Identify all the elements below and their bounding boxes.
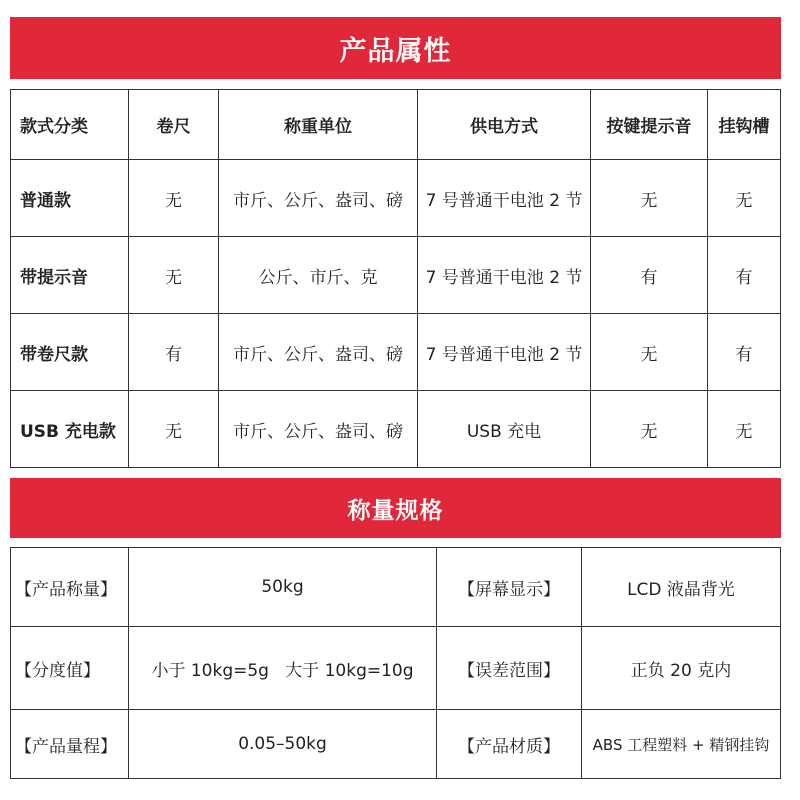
spec-label: 【分度值】 xyxy=(11,627,129,710)
spec-value: 小于 10kg=5g 大于 10kg=10g xyxy=(129,627,437,710)
cell-beep: 无 xyxy=(591,314,708,391)
header-style: 款式分类 xyxy=(11,90,129,160)
spec-label: 【误差范围】 xyxy=(437,627,582,710)
spec-label: 【产品量程】 xyxy=(11,710,129,779)
table-row xyxy=(11,548,781,627)
table-row xyxy=(11,391,781,468)
spec-value: LCD 液晶背光 xyxy=(582,548,781,627)
cell-power: 7 号普通干电池 2 节 xyxy=(418,237,591,314)
cell-hook: 有 xyxy=(708,237,781,314)
header-tape: 卷尺 xyxy=(129,90,219,160)
cell-units: 市斤、公斤、盎司、磅 xyxy=(219,160,418,237)
cell-power: 7 号普通干电池 2 节 xyxy=(418,314,591,391)
cell-hook: 无 xyxy=(708,160,781,237)
spec-label: 【产品称量】 xyxy=(11,548,129,627)
table-row xyxy=(11,710,781,779)
table-row xyxy=(11,237,781,314)
spec-label: 【产品材质】 xyxy=(437,710,582,779)
cell-tape: 有 xyxy=(129,314,219,391)
cell-power: USB 充电 xyxy=(418,391,591,468)
weighing-specs-title: 称量规格 xyxy=(347,497,444,524)
cell-tape: 无 xyxy=(129,391,219,468)
cell-beep: 无 xyxy=(591,160,708,237)
weighing-specs-banner xyxy=(10,478,781,538)
product-attributes-title: 产品属性 xyxy=(339,35,452,67)
weighing-specs-table xyxy=(10,547,781,779)
table-row xyxy=(11,314,781,391)
cell-style: 带卷尺款 xyxy=(11,314,129,391)
header-units: 称重单位 xyxy=(219,90,418,160)
cell-hook: 无 xyxy=(708,391,781,468)
product-attributes-table xyxy=(10,89,781,468)
spec-value: 正负 20 克内 xyxy=(582,627,781,710)
cell-beep: 有 xyxy=(591,237,708,314)
cell-tape: 无 xyxy=(129,237,219,314)
cell-hook: 有 xyxy=(708,314,781,391)
spec-label: 【屏幕显示】 xyxy=(437,548,582,627)
table-row xyxy=(11,160,781,237)
header-hook: 挂钩槽 xyxy=(708,90,781,160)
cell-power: 7 号普通干电池 2 节 xyxy=(418,160,591,237)
header-power: 供电方式 xyxy=(418,90,591,160)
cell-beep: 无 xyxy=(591,391,708,468)
spec-value: ABS 工程塑料 + 精钢挂钩 xyxy=(582,710,781,779)
cell-style: 普通款 xyxy=(11,160,129,237)
table-row xyxy=(11,627,781,710)
product-attributes-banner xyxy=(10,17,781,79)
cell-units: 市斤、公斤、盎司、磅 xyxy=(219,314,418,391)
table-header-row xyxy=(11,90,781,160)
cell-tape: 无 xyxy=(129,160,219,237)
header-beep: 按键提示音 xyxy=(591,90,708,160)
cell-style: USB 充电款 xyxy=(11,391,129,468)
cell-units: 公斤、市斤、克 xyxy=(219,237,418,314)
cell-style: 带提示音 xyxy=(11,237,129,314)
cell-units: 市斤、公斤、盎司、磅 xyxy=(219,391,418,468)
spec-value: 50kg xyxy=(129,548,437,627)
spec-value: 0.05–50kg xyxy=(129,710,437,779)
